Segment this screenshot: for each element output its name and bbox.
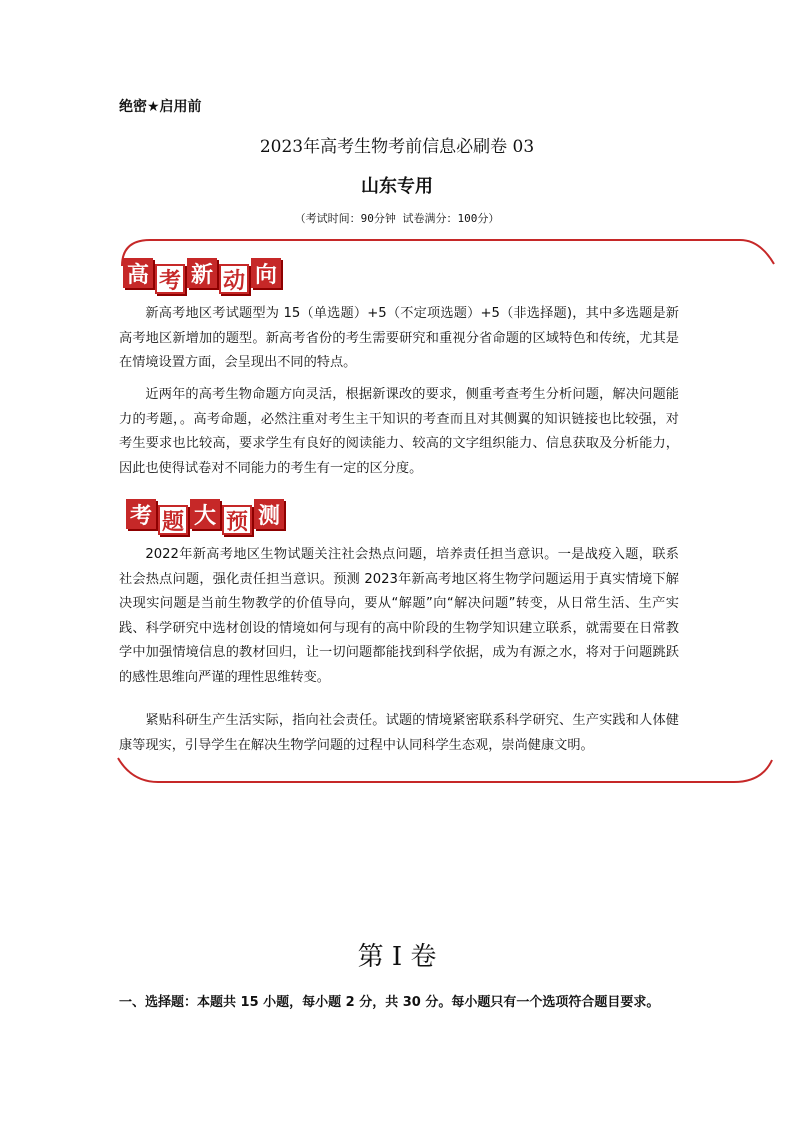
- badge-predictions: [126, 499, 284, 535]
- badge-char: 考: [155, 264, 185, 294]
- badge-char: 新: [187, 258, 217, 288]
- badge-new-trends: [123, 258, 281, 294]
- badge-char: 题: [158, 505, 188, 535]
- section-instruction: 一、选择题：本题共 15 小题，每小题 2 分，共 30 分。每小题只有一个选项符合题目要求。: [119, 995, 660, 1010]
- secret-label: 绝密★启用前: [119, 99, 202, 115]
- badge-char: 测: [254, 499, 284, 529]
- exam-title: 2023年高考生物考前信息必刷卷 03: [259, 137, 535, 157]
- exam-subtitle: 山东专用: [361, 176, 433, 197]
- badge-char: 考: [126, 499, 156, 529]
- paragraph: 2022年新高考地区生物试题关注社会热点问题，培养责任担当意识。一是战疫入题，联系社会热点问题，强化责任担当意识。预测 2023年新高考地区将生物学问题运用于真实情境下解决现实问题是当前生物教学的价值导向，要从“解题”向“解决问题”转变，从日常生活、生产实践、科学研究中选材创设的情境如何与现有的高中阶段的生物学知识建立联系，就需要在日常教学中加强情境信息的教材回归，让一切问题都能找到科学依据，成为有源之水，将对于问题跳跃的感性思维向严谨的理性思维转变。: [119, 547, 679, 685]
- badge-char: 动: [219, 264, 249, 294]
- badge-char: 预: [222, 505, 252, 535]
- paragraph: 新高考地区考试题型为 15（单选题）+5（不定项选题）+5（非选择题)，其中多选题是新高考地区新增加的题型。新高考省份的考生需要研究和重视分省命题的区域特色和传统，尤其是在情境设置方面，会呈现出不同的特点。: [119, 306, 679, 370]
- part-title: 第 I 卷: [357, 942, 437, 972]
- badge-char: 大: [190, 499, 220, 529]
- exam-info: （考试时间：90分钟 试卷满分：100分）: [294, 212, 500, 225]
- paragraph: 紧贴科研生产生活实际，指向社会责任。试题的情境紧密联系科学研究、生产实践和人体健康等现实，引导学生在解决生物学问题的过程中认同科学生态观，崇尚健康文明。: [119, 713, 679, 753]
- badge-char: 向: [251, 258, 281, 288]
- badge-char: 高: [123, 258, 153, 288]
- paragraph: 近两年的高考生物命题方向灵活，根据新课改的要求，侧重考查考生分析问题，解决问题能力的考题，。高考命题，必然注重对考生主干知识的考查而且对其侧翼的知识链接也比较强，对考生要求也比较高，要求学生有良好的阅读能力、较高的文字组织能力、信息获取及分析能力，因此也使得试卷对不同能力的考生有一定的区分度。: [119, 387, 679, 476]
